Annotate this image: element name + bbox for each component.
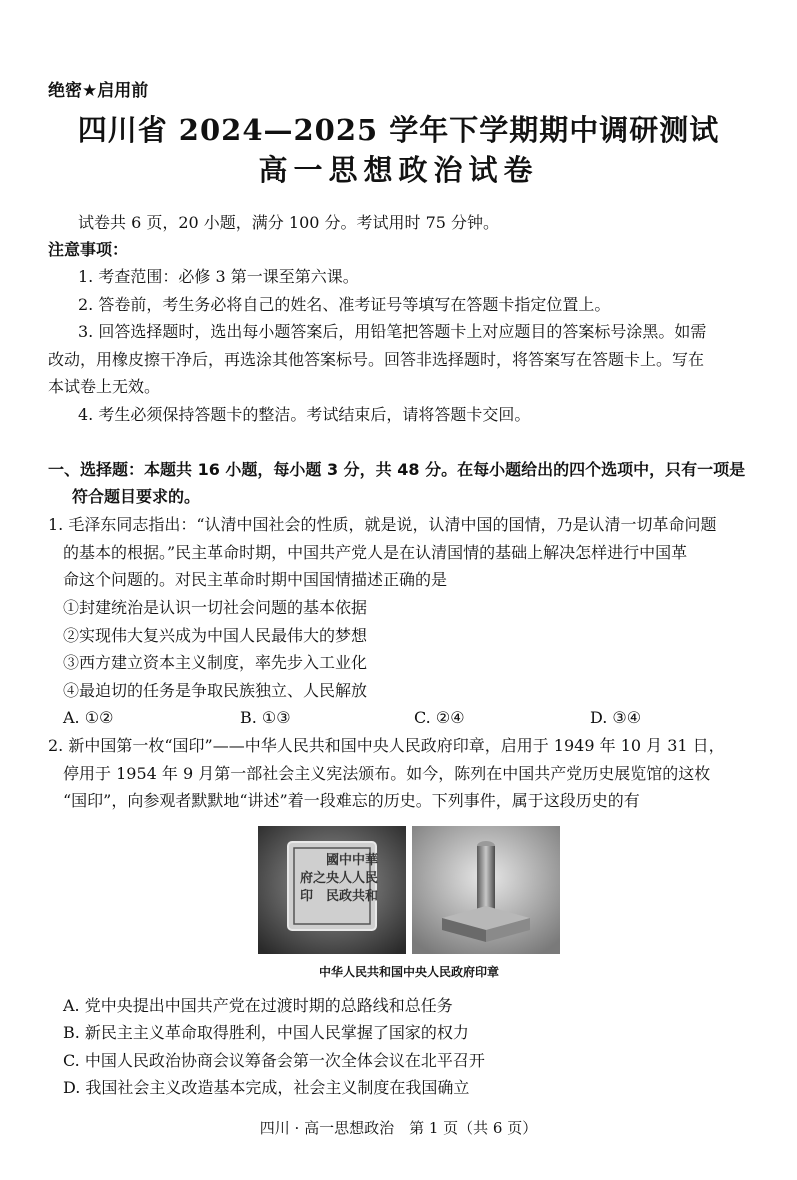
q2-option-d[interactable]: D. 我国社会主义改造基本完成，社会主义制度在我国确立 — [63, 1078, 470, 1097]
confidential-label: 绝密★启用前 — [48, 81, 149, 101]
q1-stem-line: 1. 毛泽东同志指出：“认清中国社会的性质，就是说，认清中国的国情，乃是认清一切革命问题 — [48, 515, 717, 534]
notes-line: 4. 考生必须保持答题卡的整洁。考试结束后，请将答题卡交回。 — [78, 405, 531, 424]
notes-line: 本试卷上无效。 — [48, 377, 161, 396]
page-footer: 四川 · 高一思想政治 第 1 页（共 6 页） — [259, 1119, 538, 1137]
seal-char: 府之 — [300, 871, 327, 886]
q1-option-a[interactable]: A. ①② — [63, 708, 114, 727]
seal-char: 國中 — [326, 853, 353, 868]
section-heading-cont: 符合题目要求的。 — [72, 487, 201, 506]
q2-option-a[interactable]: A. 党中央提出中国共产党在过渡时期的总路线和总任务 — [63, 996, 453, 1015]
q1-option-c[interactable]: C. ②④ — [414, 708, 465, 727]
seal-photos — [258, 826, 560, 976]
notes-line: 2. 答卷前，考生务必将自己的姓名、准考证号等填写在答题卡指定位置上。 — [78, 295, 611, 314]
seal-char: 央人 — [326, 871, 353, 886]
q1-option-d[interactable]: D. ③④ — [590, 708, 642, 727]
q2-stem-line: “国印”，向参观者默默地“讲述”着一段难忘的历史。下列事件，属于这段历史的有 — [63, 791, 640, 810]
section-heading: 一、选择题：本题共 16 小题，每小题 3 分，共 48 分。在每小题给出的四个选项中，只有一项是 — [48, 460, 746, 479]
q2-option-b[interactable]: B. 新民主主义革命取得胜利，中国人民掌握了国家的权力 — [63, 1023, 469, 1042]
q1-stem-line: 的基本的根据。”民主革命时期，中国共产党人是在认清国情的基础上解决怎样进行中国革 — [63, 543, 688, 562]
seal-char: 印 — [300, 889, 314, 904]
intro-text: 试卷共 6 页，20 小题，满分 100 分。考试用时 75 分钟。 — [78, 213, 500, 232]
notes-line: 改动，用橡皮擦干净后，再选涂其他答案标号。回答非选择题时，将答案写在答题卡上。写在 — [48, 350, 705, 369]
q2-stem-line: 停用于 1954 年 9 月第一部社会主义宪法颁布。如今，陈列在中国共产党历史展览馆的这枚 — [63, 764, 711, 783]
seal-char: 人民 — [352, 871, 379, 886]
q1-item: ③西方建立资本主义制度，率先步入工业化 — [63, 653, 368, 672]
q1-item: ①封建统治是认识一切社会问题的基本依据 — [63, 598, 368, 617]
seal-char: 民政 — [326, 889, 353, 904]
image-caption: 中华人民共和国中央人民政府印章 — [318, 965, 499, 979]
notes-line: 1. 考查范围：必修 3 第一课至第六课。 — [78, 267, 359, 286]
q1-item: ②实现伟大复兴成为中国人民最伟大的梦想 — [63, 626, 368, 645]
exam-title: 四川省 2024—2025 学年下学期期中调研测试 — [77, 113, 720, 147]
q1-item: ④最迫切的任务是争取民族独立、人民解放 — [63, 681, 368, 700]
exam-subtitle: 高一思想政治试卷 — [258, 153, 539, 187]
seal-face-image — [258, 826, 406, 954]
seal-side-image — [412, 826, 560, 954]
notes-heading: 注意事项： — [48, 240, 129, 259]
notes-line: 3. 回答选择题时，选出每小题答案后，用铅笔把答题卡上对应题目的答案标号涂黑。如需 — [78, 322, 707, 341]
q2-stem-line: 2. 新中国第一枚“国印”——中华人民共和国中央人民政府印章，启用于 1949 年 10 月 31 日， — [48, 736, 725, 755]
q1-option-b[interactable]: B. ①③ — [240, 708, 291, 727]
q1-stem-line: 命这个问题的。对民主革命时期中国国情描述正确的是 — [63, 570, 448, 589]
seal-char: 共和 — [352, 889, 379, 904]
seal-char: 中華 — [352, 853, 379, 868]
q2-option-c[interactable]: C. 中国人民政治协商会议筹备会第一次全体会议在北平召开 — [63, 1051, 485, 1070]
